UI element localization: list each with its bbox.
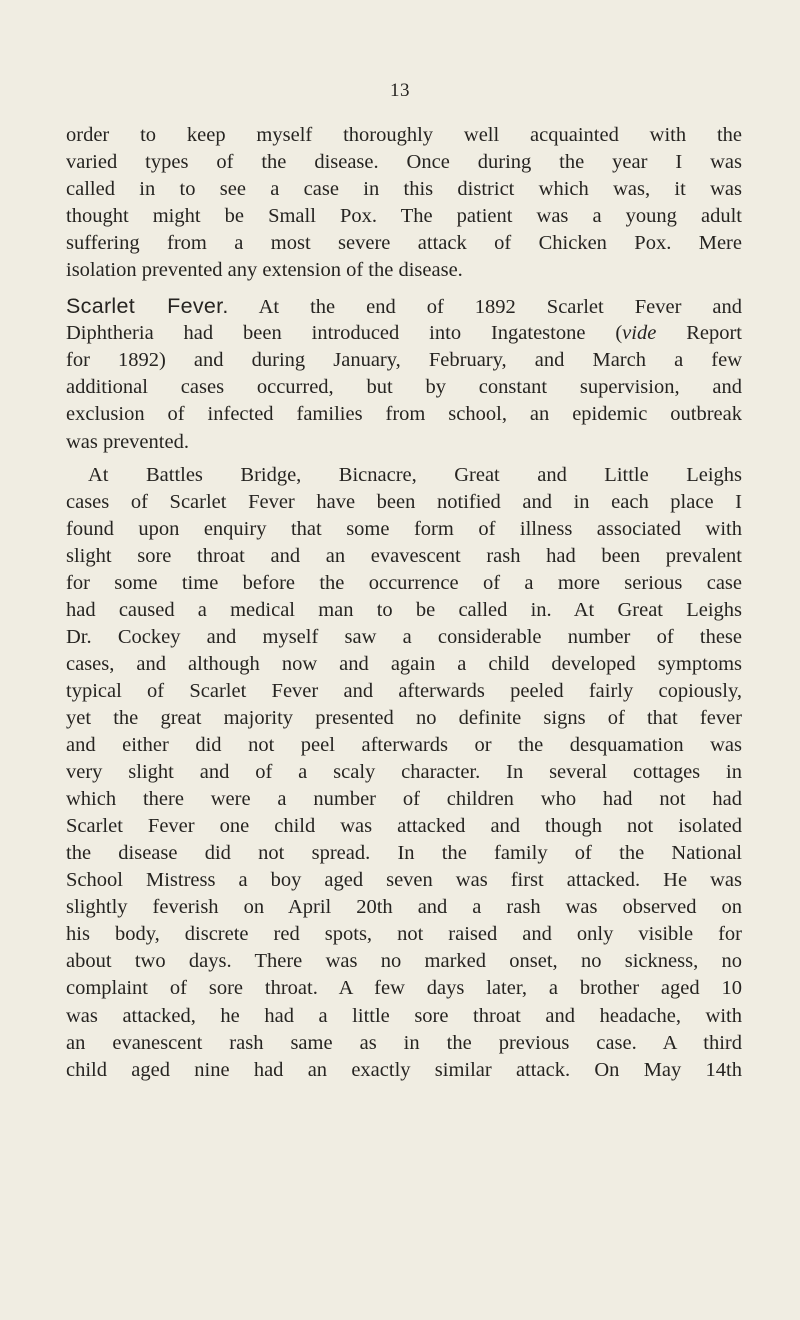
text-line: the disease did not spread. In the family of the National (66, 842, 742, 865)
text-line: was prevented. (66, 430, 189, 453)
text-line: was attacked, he had a little sore throat and headache, with (66, 1004, 742, 1027)
text-line: yet the great majority presented no definite signs of that fever (66, 706, 742, 729)
text-line: varied types of the disease. Once during the year I was (66, 151, 742, 174)
text-line: for some time before the occurrence of a more serious case (66, 571, 742, 594)
text-line: Scarlet Fever one child was attacked and though not isolated (66, 815, 742, 838)
text-run: At the end of 1892 Scarlet Fever and (258, 296, 742, 319)
text-line: cases of Scarlet Fever have been notified and in each place I (66, 490, 742, 513)
text-line: exclusion of infected families from school, an epidemic outbreak (66, 403, 742, 426)
text-line: had caused a medical man to be called in. At Great Leighs (66, 598, 742, 621)
text-line: order to keep myself thoroughly well acquainted with the (66, 124, 742, 146)
text-line: suffering from a most severe attack of Chicken Pox. Mere (66, 232, 742, 255)
text-line: child aged nine had an exactly similar attack. On May 14th (66, 1058, 742, 1081)
text-line (66, 320, 742, 347)
text-line: about two days. There was no marked onset, no sickness, no (66, 950, 742, 973)
text-line: complaint of sore throat. A few days later, a brother aged 10 (66, 977, 742, 1000)
text-run: Diphtheria had been introduced into Ingatestone ( (66, 322, 623, 345)
text-line: and either did not peel afterwards or the desquamation was (66, 734, 742, 757)
text-line: cases, and although now and again a child developed symptoms (66, 652, 742, 675)
text-line: very slight and of a scaly character. In several cottages in (66, 761, 742, 784)
heading-line (66, 293, 742, 320)
text-line: found upon enquiry that some form of illness associated with (66, 517, 742, 540)
text-line: slightly feverish on April 20th and a rash was observed on (66, 896, 742, 919)
text-line: his body, discrete red spots, not raised and only visible for (66, 923, 742, 946)
section-heading: Scarlet Fever. (66, 294, 229, 319)
text-line: isolation prevented any extension of the disease. (66, 259, 463, 282)
text-line: an evanescent rash same as in the previous case. A third (66, 1031, 742, 1054)
italic-text: vide (622, 322, 657, 345)
body-text (66, 122, 742, 1084)
text-line: slight sore throat and an evavescent rash had been prevalent (66, 544, 742, 567)
text-line: called in to see a case in this district which was, it was (66, 178, 742, 201)
text-line: School Mistress a boy aged seven was first attacked. He was (66, 869, 742, 892)
text-line: At Battles Bridge, Bicnacre, Great and Little Leighs (88, 463, 742, 486)
text-line: typical of Scarlet Fever and afterwards peeled fairly copiously, (66, 679, 742, 702)
page-number: 13 (390, 80, 410, 101)
text-line: for 1892) and during January, February, and March a few (66, 349, 742, 372)
text-line: thought might be Small Pox. The patient was a young adult (66, 205, 742, 228)
text-line: which there were a number of children who had not had (66, 788, 742, 811)
text-line: additional cases occurred, but by constant supervision, and (66, 376, 742, 399)
text-line: Dr. Cockey and myself saw a considerable number of these (66, 625, 742, 648)
text-run: Report (656, 322, 742, 345)
